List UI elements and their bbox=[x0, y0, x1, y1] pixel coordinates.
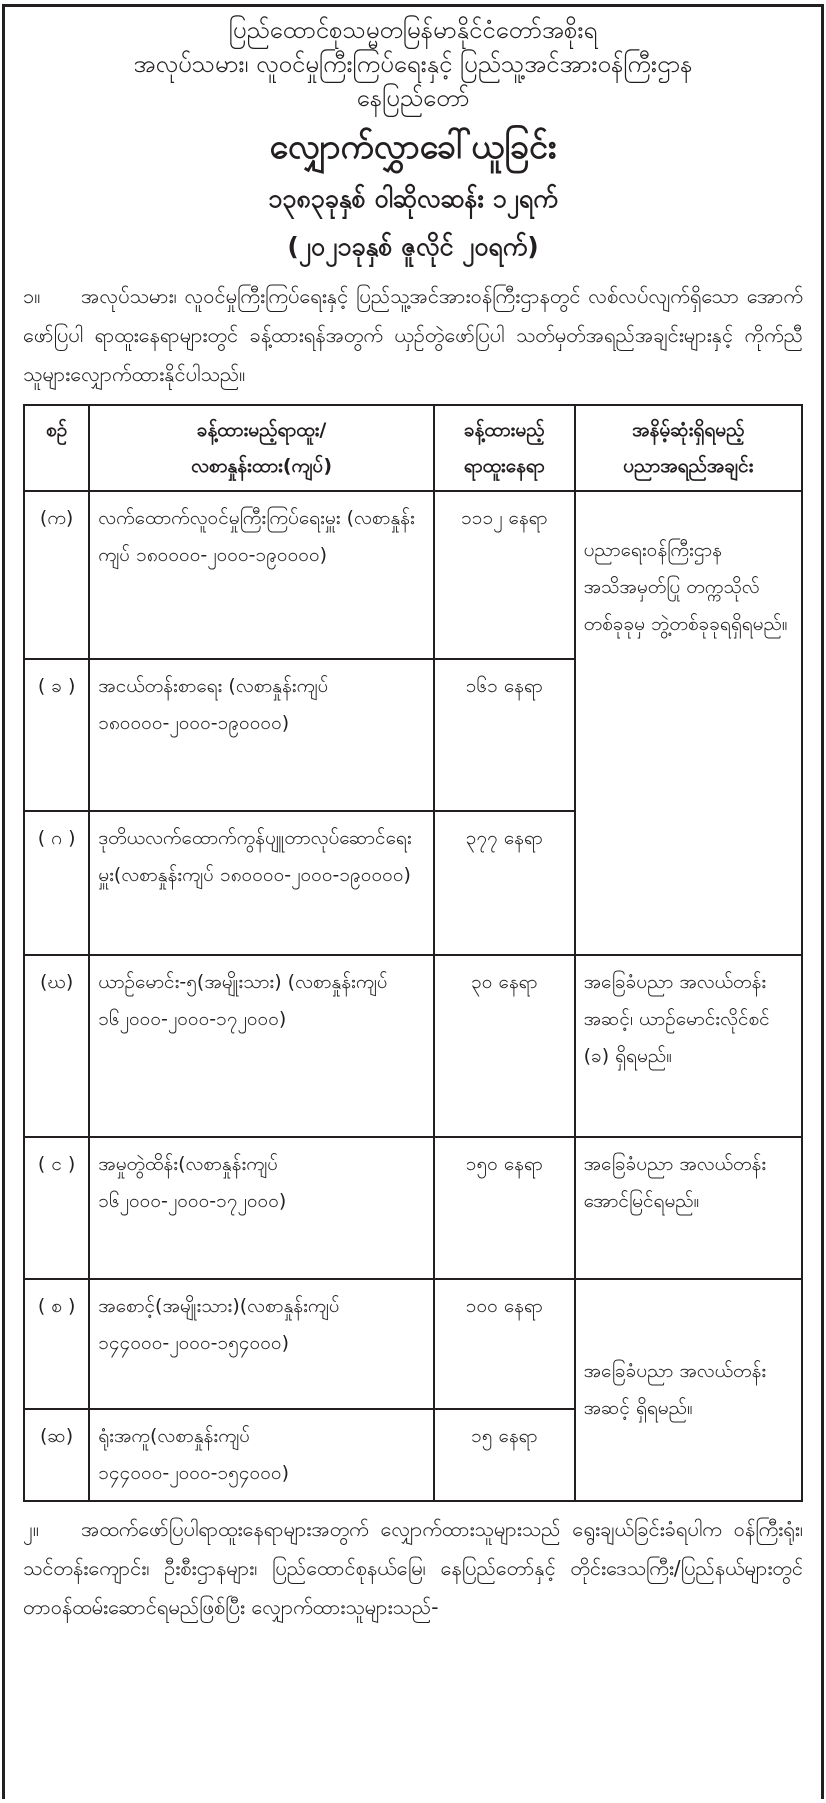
row-position: အငယ်တန်းစာရေး (လစာနှုန်းကျပ် ၁၈၀၀၀၀-၂၀၀၀-၁၉၀၀၀၀) bbox=[89, 659, 434, 811]
table-header-row bbox=[24, 405, 802, 491]
announcement-title: လျှောက်လွှာခေါ်ယူခြင်း bbox=[269, 127, 557, 167]
table-row bbox=[24, 1279, 802, 1409]
qualification-graduate: ပညာရေးဝန်ကြီးဌာန အသိအမှတ်ပြု တက္ကသိုလ်တစ်ခုခုမှ ဘွဲ့တစ်ခုခုရရှိရမည်။ bbox=[575, 491, 802, 955]
date-gregorian: (၂၀၂၁ခုနှစ် ဇူလိုင် ၂၀ရက်) bbox=[287, 232, 539, 261]
row-count: ၁၀၀ နေရာ bbox=[434, 1279, 575, 1409]
header-position: ခန့်ထားမည့်ရာထူး/ လစာနှုန်းထား(ကျပ်) bbox=[89, 405, 434, 491]
header bbox=[23, 7, 803, 271]
row-count: ၁၅၀ နေရာ bbox=[434, 1137, 575, 1279]
row-count: ၃၇၇ နေရာ bbox=[434, 811, 575, 955]
header-no: စဉ် bbox=[24, 405, 89, 491]
header-count: ခန့်ထားမည့် ရာထူးနေရာ bbox=[434, 405, 575, 491]
row-position: အစောင့်(အမျိုးသား)(လစာနှုန်းကျပ် ၁၄၄၀၀၀-၂၀၀၀-၁၅၄၀၀၀) bbox=[89, 1279, 434, 1409]
government-name: ပြည်ထောင်စုသမ္မတမြန်မာနိုင်ငံတော်အစိုးရ bbox=[228, 16, 598, 44]
row-position: လက်ထောက်လူဝင်မှုကြီးကြပ်ရေးမှူး (လစာနှုန်းကျပ် ၁၈၀၀၀၀-၂၀၀၀-၁၉၀၀၀၀) bbox=[89, 491, 434, 659]
intro-paragraph bbox=[23, 277, 803, 394]
ministry-name: အလုပ်သမား၊ လူဝင်မှုကြီးကြပ်ရေးနှင့် ပြည်သူ့အင်အားဝန်ကြီးဌာန bbox=[133, 50, 693, 78]
closing-text: အထက်ဖော်ပြပါရာထူးနေရာများအတွက် လျှောက်ထားသူများသည် ရွေးချယ်ခြင်းခံရပါက ဝန်ကြီးရုံး၊ သင်တန်းကျောင်း၊ ဦးစီးဌာနများ၊ ပြည်ထောင်စုနယ်မြေ၊ နေပြည်တော်နှင့် တိုင်းဒေသကြီး/ပြည်နယ်များတွင် တာဝန်ထမ်းဆောင်ရမည်ဖြစ်ပြီး လျှောက်ထားသူများသည်- bbox=[23, 1517, 803, 1619]
row-number: (ဃ) bbox=[24, 955, 89, 1137]
qualification-driver: အခြေခံပညာ အလယ်တန်းအဆင့်၊ ယာဉ်မောင်းလိုင်စင် (ခ) ရှိရမည်။ bbox=[575, 955, 802, 1137]
row-number: ( ဂ ) bbox=[24, 811, 89, 955]
location-name: နေပြည်တော် bbox=[356, 84, 470, 112]
row-count: ၃၀ နေရာ bbox=[434, 955, 575, 1137]
row-number: (ဆ) bbox=[24, 1409, 89, 1501]
row-position: ဒုတိယလက်ထောက်ကွန်ပျူတာလုပ်ဆောင်ရေးမှူး(လစာနှုန်းကျပ် ၁၈၀၀၀၀-၂၀၀၀-၁၉၀၀၀၀) bbox=[89, 811, 434, 955]
row-count: ၁၆၁ နေရာ bbox=[434, 659, 575, 811]
row-position: အမှုတွဲထိန်း(လစာနှုန်းကျပ် ၁၆၂၀၀၀-၂၀၀၀-၁၇၂၀၀၀) bbox=[89, 1137, 434, 1279]
row-number: ( င ) bbox=[24, 1137, 89, 1279]
paragraph-number: ၁။ bbox=[23, 284, 41, 308]
announcement-page bbox=[2, 4, 824, 1799]
positions-table bbox=[23, 404, 803, 1502]
row-number: (က) bbox=[24, 491, 89, 659]
row-count: ၁၅ နေရာ bbox=[434, 1409, 575, 1501]
row-number: ( စ ) bbox=[24, 1279, 89, 1409]
intro-text: အလုပ်သမား၊ လူဝင်မှုကြီးကြပ်ရေးနှင့် ပြည်သူ့အင်အားဝန်ကြီးဌာနတွင် လစ်လပ်လျက်ရှိသော အောက်ဖော်ပြပါ ရာထူးနေရာများတွင် ခန့်ထားရန်အတွက် ယှဉ်တွဲဖော်ပြပါ သတ်မှတ်အရည်အချင်းများနှင့် ကိုက်ညီသူများလျှောက်ထားနိုင်ပါသည်။ bbox=[23, 284, 803, 386]
table-row bbox=[24, 955, 802, 1137]
qualification-guard: အခြေခံပညာ အလယ်တန်းအဆင့် ရှိရမည်။ bbox=[575, 1279, 802, 1501]
row-position: ယာဉ်မောင်း-၅(အမျိုးသား) (လစာနှုန်းကျပ် ၁၆၂၀၀၀-၂၀၀၀-၁၇၂၀၀၀) bbox=[89, 955, 434, 1137]
qualification-filekeeper: အခြေခံပညာ အလယ်တန်း အောင်မြင်ရမည်။ bbox=[575, 1137, 802, 1279]
row-number: ( ခ ) bbox=[24, 659, 89, 811]
paragraph-number: ၂။ bbox=[23, 1517, 39, 1541]
date-myanmar: ၁၃၈၃ခုနှစ် ဝါဆိုလဆန်း ၁၂ရက် bbox=[268, 184, 558, 213]
table-row bbox=[24, 491, 802, 659]
row-position: ရုံးအကူ(လစာနှုန်းကျပ် ၁၄၄၀၀၀-၂၀၀၀-၁၅၄၀၀၀) bbox=[89, 1409, 434, 1501]
header-qualification: အနိမ့်ဆုံးရှိရမည့် ပညာအရည်အချင်း bbox=[575, 405, 802, 491]
closing-paragraph bbox=[23, 1510, 803, 1627]
table-row bbox=[24, 1137, 802, 1279]
row-count: ၁၁၁၂ နေရာ bbox=[434, 491, 575, 659]
